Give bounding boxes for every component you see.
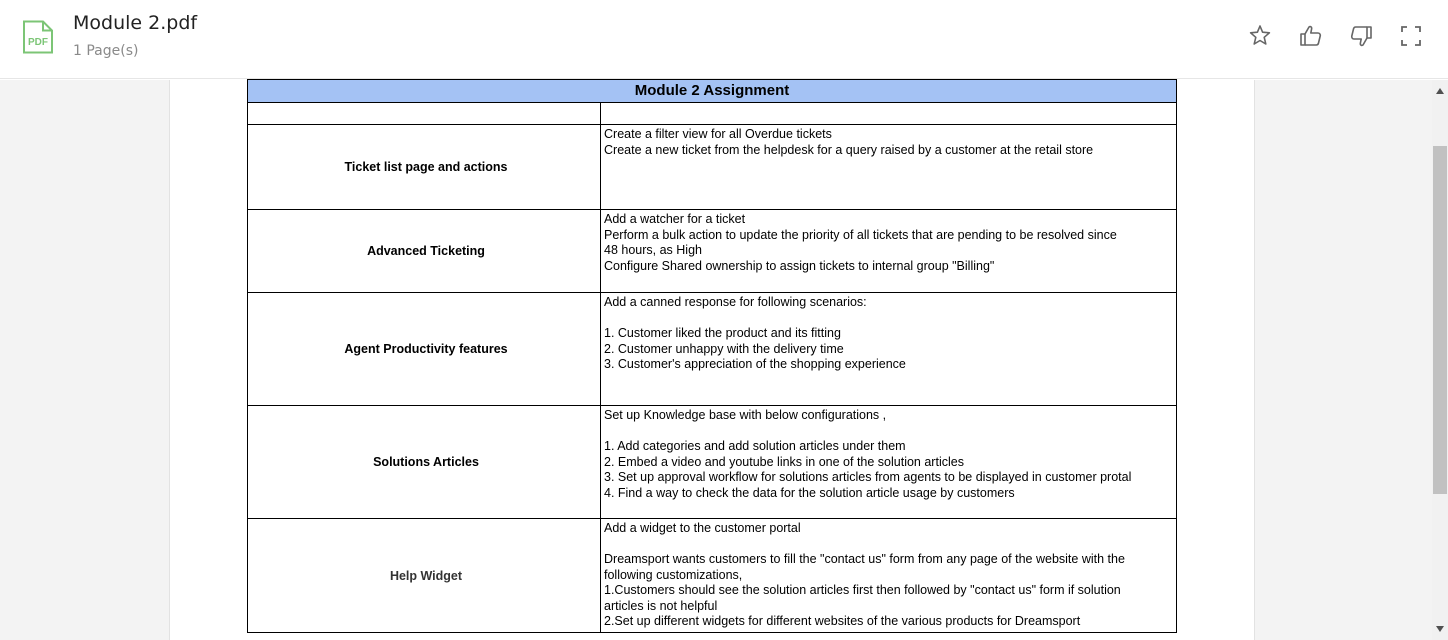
table-row [248,210,1177,293]
description-line: Set up Knowledge base with below configurations , [604,408,887,422]
file-name: Module 2.pdf [73,12,198,34]
description-line: articles is not helpful [604,598,718,613]
description-line: 2.Set up different widgets for different websites of the various products for Dreamsport [604,614,1081,628]
row-description [601,519,1177,633]
description-line: Perform a bulk action to update the priority of all tickets that are pending to be resolved since [604,227,1117,242]
table-title: Module 2 Assignment [248,80,1177,103]
fullscreen-button[interactable] [1398,22,1424,50]
blank-line [604,424,1172,440]
empty-cell [601,103,1177,125]
description-line: 2. Embed a video and youtube links in one of the solution articles [604,454,964,469]
row-label: Agent Productivity features [248,293,601,406]
thumbs-down-icon [1348,22,1374,50]
description-line: 3. Set up approval workflow for solutions articles from agents to be displayed in customer protal [604,470,1132,484]
description-line: 1. Customer liked the product and its fitting [604,326,841,340]
table-row [248,293,1177,406]
description-line: 3. Customer's appreciation of the shopping experience [604,357,906,371]
document-header [0,0,1448,79]
description-line: 1. Add categories and add solution articles under them [604,439,906,453]
description-line: Dreamsport wants customers to fill the "contact us" form from any page of the website with the [604,552,1125,566]
description-line: Add a watcher for a ticket [604,212,746,226]
description-line: Configure Shared ownership to assign tickets to internal group "Billing" [604,258,995,273]
vertical-scrollbar[interactable] [1432,80,1448,640]
assignment-table [247,79,1177,633]
scroll-down-arrow-icon[interactable] [1432,622,1448,636]
row-description [601,125,1177,210]
description-line: 4. Find a way to check the data for the solution article usage by customers [604,485,1015,500]
row-description [601,406,1177,519]
scroll-up-arrow-icon[interactable] [1432,84,1448,98]
description-line: Add a widget to the customer portal [604,521,801,535]
thumbs-up-icon [1298,22,1324,50]
row-label: Help Widget [248,519,601,633]
blank-line [604,537,1172,553]
empty-cell [248,103,601,125]
row-description [601,210,1177,293]
pdf-file-icon [22,20,54,54]
description-line: 48 hours, as High [604,243,702,257]
description-line: 1.Customers should see the solution articles first then followed by "contact us" form if solution [604,583,1121,597]
dislike-button[interactable] [1348,22,1374,50]
fullscreen-icon [1398,22,1424,50]
table-row [248,519,1177,633]
row-label: Ticket list page and actions [248,125,601,210]
row-label: Solutions Articles [248,406,601,519]
description-line: 2. Customer unhappy with the delivery time [604,341,844,356]
star-button[interactable] [1247,22,1273,50]
table-row [248,125,1177,210]
star-icon [1247,22,1273,50]
pdf-icon-label: PDF [28,37,48,48]
table-row [248,406,1177,519]
like-button[interactable] [1298,22,1324,50]
description-line: Add a canned response for following scenarios: [604,295,867,309]
row-label: Advanced Ticketing [248,210,601,293]
description-line: Create a new ticket from the helpdesk for a query raised by a customer at the retail store [604,142,1094,157]
row-description [601,293,1177,406]
scrollbar-thumb[interactable] [1433,146,1447,494]
page-count: 1 Page(s) [73,43,139,59]
description-line: Create a filter view for all Overdue tickets [604,127,832,141]
blank-line [604,311,1172,327]
description-line: following customizations, [604,567,743,582]
